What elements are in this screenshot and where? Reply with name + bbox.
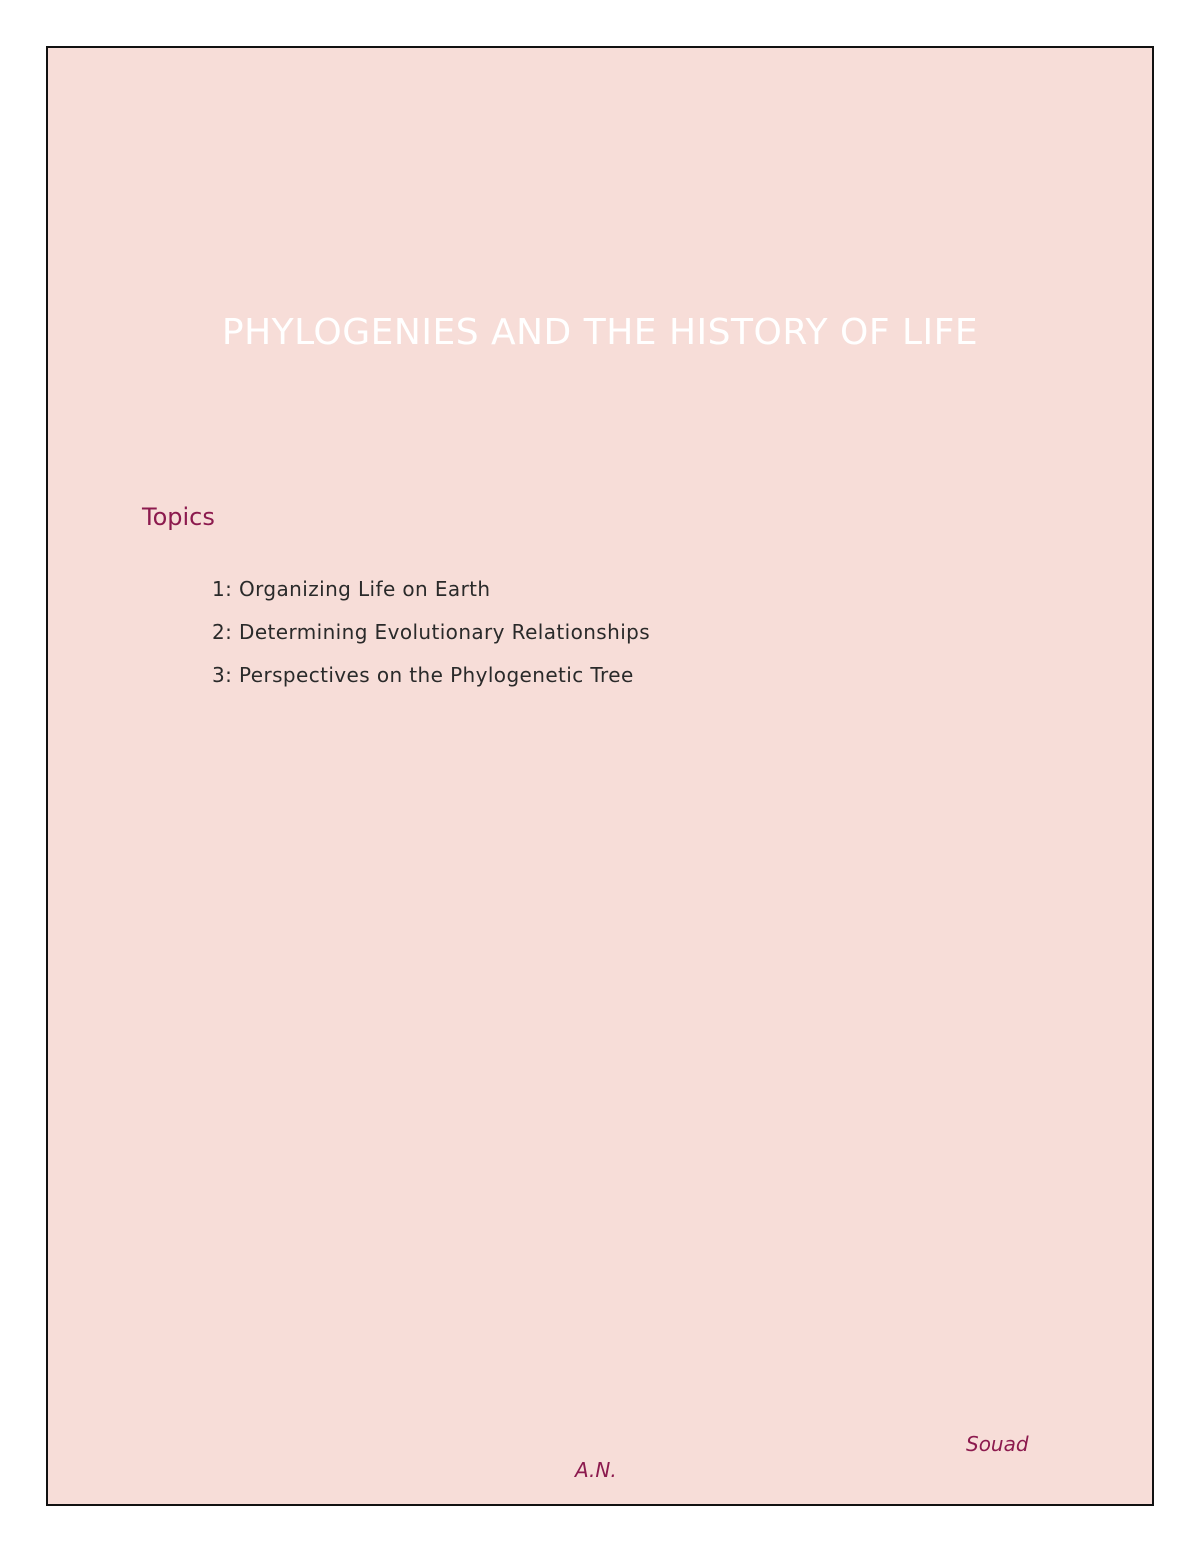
topic-item: 2: Determining Evolutionary Relationships: [212, 620, 651, 644]
topics-heading: Topics: [142, 503, 215, 531]
author-last-name: A.N.: [575, 1458, 617, 1482]
author-first-name: Souad: [966, 1432, 1029, 1456]
cover-page: [46, 46, 1154, 1506]
topic-item: 3: Perspectives on the Phylogenetic Tree: [212, 663, 634, 687]
topics-list: [212, 576, 650, 705]
topic-item: 1: Organizing Life on Earth: [212, 577, 491, 601]
document-title: PHYLOGENIES AND THE HISTORY OF LIFE: [221, 312, 979, 353]
